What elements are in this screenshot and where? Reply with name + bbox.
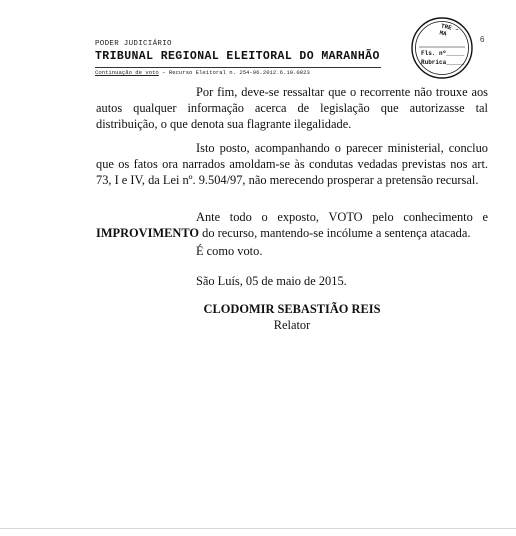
signatory-name: CLODOMIR SEBASTIÃO REIS: [203, 302, 381, 316]
header-court-title: TRIBUNAL REGIONAL ELEITORAL DO MARANHÃO: [95, 50, 380, 63]
stamp-court-name: TRE – MA: [438, 22, 460, 38]
closing-statement: É como voto.: [196, 244, 263, 258]
stamp-page-field: Fls. nº_____: [421, 50, 465, 57]
page-bottom-divider: [0, 528, 516, 529]
paragraph-conclusion: Por fim, deve-se ressaltar que o recorrente não trouxe aos autos qualquer informação acerca de legislação que autorizasse tal distribuição, o que denota sua flagrante ilegalidade.: [96, 85, 488, 131]
header-case-prefix: Continuação de voto: [95, 69, 159, 76]
vote-decision: IMPROVIMENTO: [96, 226, 200, 240]
header-judiciary: PODER JUDICIÁRIO: [95, 40, 172, 48]
vote-text-start: Ante todo o exposto, VOTO pelo conhecimento e: [196, 210, 488, 224]
page-number: 6: [480, 35, 485, 44]
place-and-date: São Luís, 05 de maio de 2015.: [196, 274, 347, 288]
header-case-reference: [95, 67, 381, 76]
paragraph-vote: [96, 209, 488, 241]
header-case-number: – Recurso Eleitoral n. 254-96.2012.6.10.0023: [158, 69, 310, 76]
signatory-role: Relator: [273, 318, 311, 332]
vote-text-end: do recurso, mantendo-se incólume a sentença atacada.: [199, 226, 471, 240]
paragraph-ministerial-opinion: Isto posto, acompanhando o parecer ministerial, concluo que os fatos ora narrados amoldam-se às condutas vedadas previstas nos art. 73, I e IV, da Lei nº. 9.504/97, não merecendo prosperar a pretensão recursal.: [96, 141, 488, 187]
stamp-rubric-field: Rubrica_____: [421, 59, 465, 66]
